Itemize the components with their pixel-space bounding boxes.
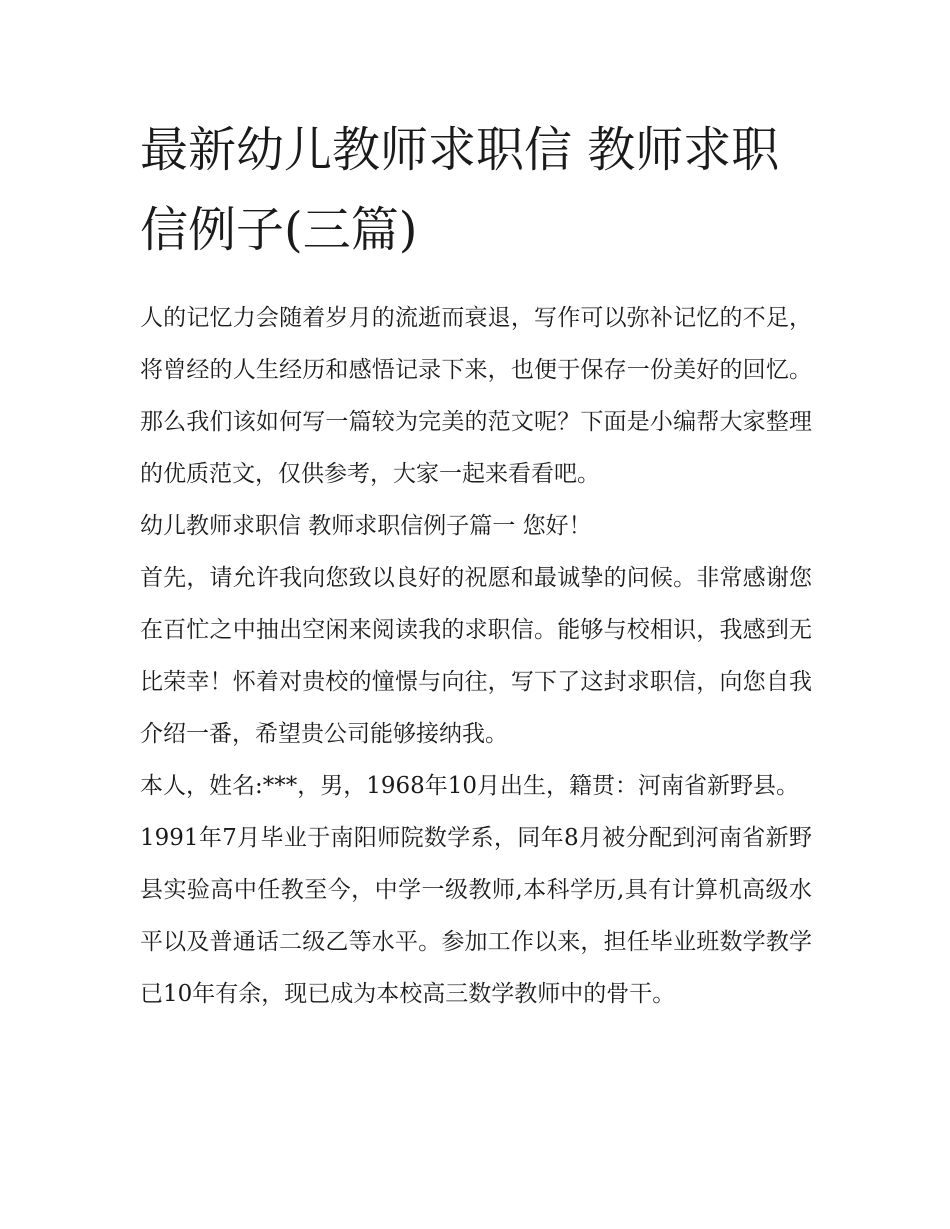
paragraph-greeting: 首先，请允许我向您致以良好的祝愿和最诚挚的问候。非常感谢您在百忙之中抽出空闲来阅读我的求职信。能够与校相识，我感到无比荣幸！怀着对贵校的憧憬与向往，写下了这封求职信，向您自我介绍一番，希望贵公司能够接纳我。	[140, 565, 812, 747]
document-page	[140, 110, 812, 1020]
paragraph-intro: 人的记忆力会随着岁月的流逝而衰退，写作可以弥补记忆的不足，将曾经的人生经历和感悟记录下来，也便于保存一份美好的回忆。那么我们该如何写一篇较为完美的范文呢？下面是小编帮大家整理的优质范文，仅供参考，大家一起来看看吧。	[140, 305, 812, 487]
paragraph-career: 1991年7月毕业于南阳师院数学系，同年8月被分配到河南省新野县实验高中任教至今，中学一级教师,本科学历,具有计算机高级水平以及普通话二级乙等水平。参加工作以来，担任毕业班数学教学已10年有余，现已成为本校高三数学教师中的骨干。	[140, 825, 812, 1007]
paragraph-heading: 幼儿教师求职信 教师求职信例子篇一 您好！	[140, 513, 592, 539]
paragraph-personal-info: 本人，姓名:***，男，1968年10月出生，籍贯：河南省新野县。	[140, 773, 800, 799]
document-title: 最新幼儿教师求职信 教师求职信例子(三篇)	[140, 122, 780, 258]
